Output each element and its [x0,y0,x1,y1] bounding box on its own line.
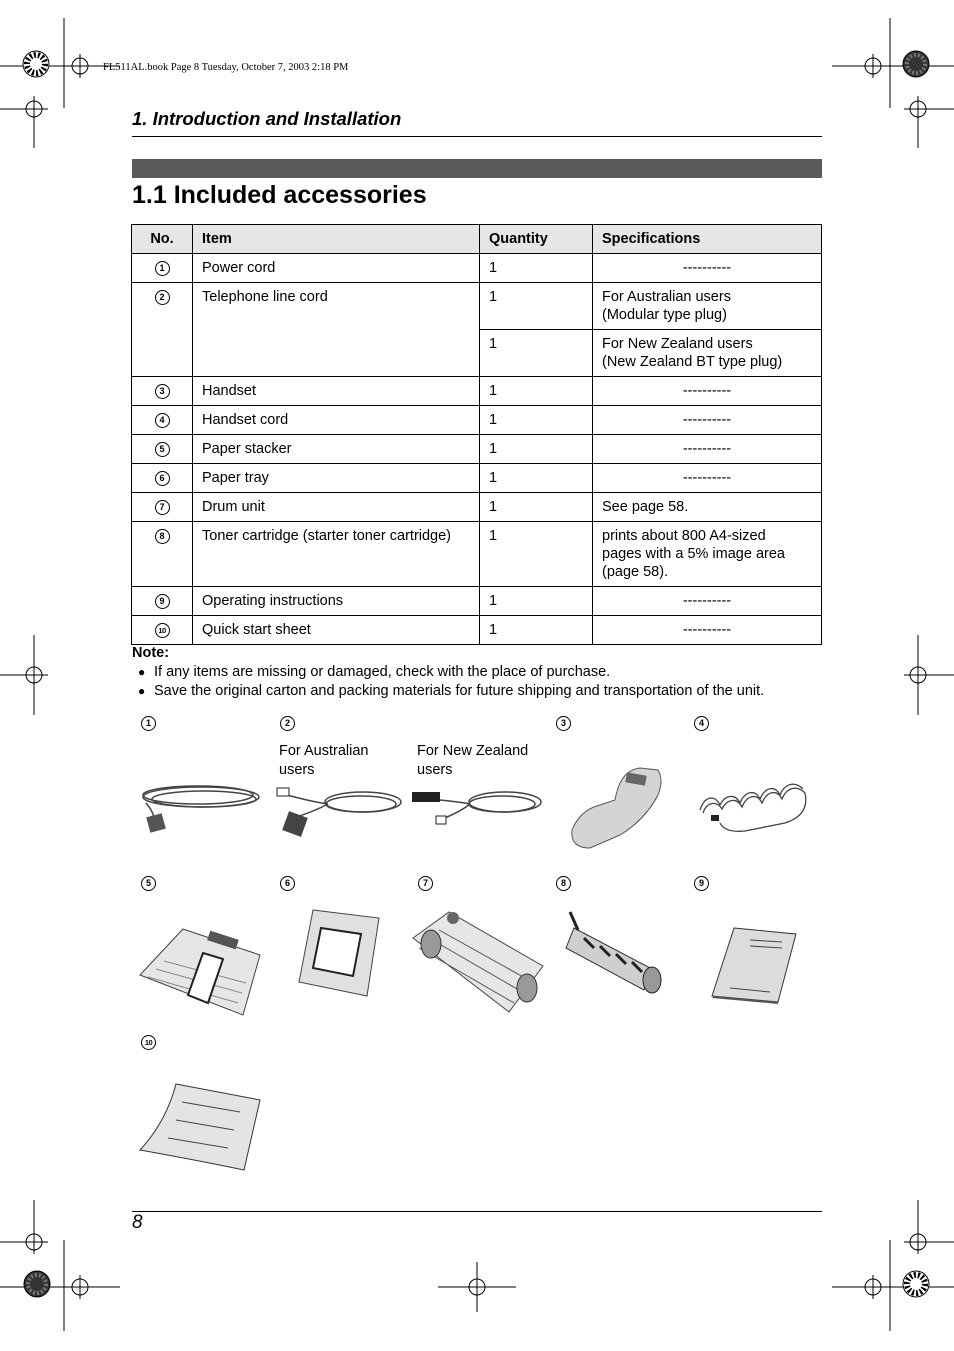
figure-number: 9 [694,876,709,891]
figure-number: 1 [141,716,156,731]
item-quantity: 1 [480,587,593,616]
item-spec: For New Zealand users (New Zealand BT type plug) [593,330,822,377]
table-row [132,406,822,435]
item-number: 7 [155,500,170,515]
item-number: 1 [155,261,170,276]
item-quantity: 1 [480,330,593,377]
figure-number: 8 [556,876,571,891]
operating-instructions-image [710,926,798,1006]
item-number: 5 [155,442,170,457]
item-spec: ---------- [593,377,822,406]
item-spec: ---------- [593,406,822,435]
figure-number: 4 [694,716,709,731]
table-row [132,464,822,493]
table-row [132,616,822,645]
item-quantity: 1 [480,464,593,493]
item-quantity: 1 [480,254,593,283]
item-number: 4 [155,413,170,428]
item-spec: ---------- [593,587,822,616]
page-title: 1.1 Included accessories [132,181,427,209]
item-quantity: 1 [480,616,593,645]
item-name: Toner cartridge (starter toner cartridge) [193,522,480,587]
item-name: Paper stacker [193,435,480,464]
footer-rule [132,1211,822,1212]
item-name: Paper tray [193,464,480,493]
note-heading: Note: [132,645,170,661]
item-number: 6 [155,471,170,486]
table-row [132,283,822,330]
figure-number: 3 [556,716,571,731]
power-cord-image [136,775,266,835]
item-name: Drum unit [193,493,480,522]
note-item: ● If any items are missing or damaged, check with the place of purchase. [138,664,611,680]
item-quantity: 1 [480,522,593,587]
item-quantity: 1 [480,493,593,522]
item-name: Quick start sheet [193,616,480,645]
item-spec: For Australian users (Modular type plug) [593,283,822,330]
bullet-icon: ● [138,684,146,698]
item-number: 2 [155,290,170,305]
item-spec: ---------- [593,254,822,283]
item-name: Handset [193,377,480,406]
handset-image [560,760,670,850]
figure-number: 6 [280,876,295,891]
item-spec: See page 58. [593,493,822,522]
table-row [132,377,822,406]
book-info-line: FL511AL.book Page 8 Tuesday, October 7, 2003 2:18 PM [103,62,349,73]
paper-tray-image [295,906,385,998]
item-number: 9 [155,594,170,609]
handset-cord-image [695,775,810,840]
quick-start-sheet-image [136,1082,264,1172]
item-spec: ---------- [593,435,822,464]
item-quantity: 1 [480,406,593,435]
figure-number: 5 [141,876,156,891]
toner-cartridge-image [564,908,668,998]
note-item: ● Save the original carton and packing materials for future shipping and transportation of the unit. [138,683,765,699]
col-header-quantity: Quantity [480,225,593,254]
figure-number: 2 [280,716,295,731]
figure-number: 7 [418,876,433,891]
item-number: 3 [155,384,170,399]
title-bar [132,159,822,178]
item-quantity: 1 [480,435,593,464]
item-spec: ---------- [593,464,822,493]
telephone-cord-nz-image [410,782,545,832]
item-number: 8 [155,529,170,544]
table-row [132,254,822,283]
caption-australian: For Australian users [279,743,369,778]
item-spec: prints about 800 A4-sized pages with a 5% image area (page 58). [593,522,822,587]
col-header-no: No. [132,225,193,254]
item-name: Handset cord [193,406,480,435]
col-header-specifications: Specifications [593,225,822,254]
bullet-icon: ● [138,665,146,679]
caption-new-zealand: For New Zealand users [417,743,529,778]
telephone-cord-au-image [273,782,405,847]
item-name: Power cord [193,254,480,283]
item-quantity: 1 [480,283,593,330]
item-name: Operating instructions [193,587,480,616]
table-row [132,435,822,464]
table-row [132,522,822,587]
table-row [132,587,822,616]
item-number: 10 [155,623,170,638]
header-rule [132,136,822,137]
item-quantity: 1 [480,377,593,406]
item-spec: ---------- [593,616,822,645]
table-header-row [132,225,822,254]
paper-stacker-image [138,925,263,1017]
page-number: 8 [132,1212,143,1233]
figure-number: 10 [141,1035,156,1050]
accessories-table [131,224,822,645]
section-heading: 1. Introduction and Installation [132,108,402,129]
item-name: Telephone line cord [193,283,480,377]
table-row [132,493,822,522]
col-header-item: Item [193,225,480,254]
drum-unit-image [409,908,547,1020]
note-block [132,644,764,701]
